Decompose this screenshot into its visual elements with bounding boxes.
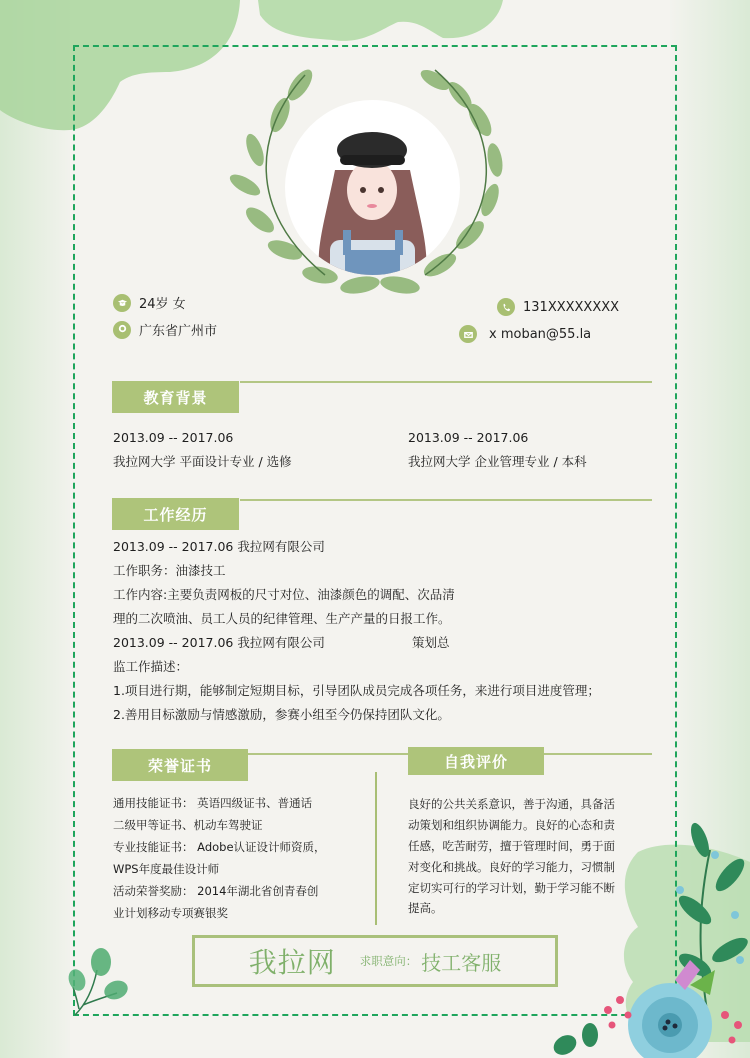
job-intent-value: 技工客服	[421, 950, 502, 975]
avatar-illustration	[285, 100, 460, 275]
email-text[interactable]: x moban@55.la	[489, 326, 592, 342]
age-gender-text: 24岁 女	[139, 297, 186, 312]
work-line-5: 2013.09 -- 2017.06 我拉网有限公司	[113, 635, 325, 650]
background-wash-left	[0, 0, 70, 1058]
work-line-8: 2.善用目标激励与情感激励，参赛小组至今仍保持团队文化。	[113, 707, 450, 722]
education-1-detail: 我拉网大学 平面设计专业 / 选修	[113, 454, 292, 469]
age-gender-row	[113, 293, 186, 312]
work-section-title: 工作经历	[112, 498, 239, 530]
honors-line-2: 二级甲等证书、机动车驾驶证	[113, 818, 263, 832]
honors-line-4: WPS年度最佳设计师	[113, 862, 220, 876]
work-line-4: 理的二次喷油、员工人员的纪律管理、生产产量的日报工作。	[113, 611, 451, 626]
work-line-3: 工作内容:主要负责网板的尺寸对位、油漆颜色的调配、次品清	[113, 587, 455, 602]
floral-bouquet-bottom-right	[520, 820, 750, 1058]
self-eval-line-4: 对变化和挑战。良好的学习能力，习惯制	[408, 860, 615, 874]
self-eval-line-3: 任感，吃苦耐劳，擅于管理时间，勇于面	[408, 839, 615, 853]
education-section-title: 教育背景	[112, 381, 239, 413]
location-row	[113, 320, 217, 339]
honors-line-6: 业计划移动专项赛银奖	[113, 906, 228, 920]
phone-row	[497, 298, 619, 316]
self-eval-line-1: 良好的公共关系意识，善于沟通，具备活	[408, 797, 615, 811]
location-text: 广东省广州市	[139, 324, 218, 339]
avatar	[285, 100, 460, 275]
envelope-icon	[459, 325, 477, 343]
honors-line-1: 通用技能证书： 英语四级证书、普通话	[113, 796, 313, 810]
leaf-sprig-bottom-left	[65, 945, 135, 1020]
job-intent-label: 求职意向：	[359, 954, 418, 968]
honors-divider	[248, 753, 408, 755]
work-line-6: 监工作描述：	[113, 659, 189, 674]
honors-line-3: 专业技能证书： Adobe认证设计师资质，	[113, 840, 326, 854]
work-line-2: 工作职务：油漆技工	[113, 563, 226, 578]
work-divider	[240, 499, 652, 501]
graduation-cap-icon	[113, 294, 131, 312]
watercolor-cloud-top-center	[258, 0, 508, 45]
education-1-period: 2013.09 -- 2017.06	[113, 430, 234, 445]
email-row	[459, 325, 591, 343]
location-pin-icon	[113, 321, 131, 339]
honors-section-title: 荣誉证书	[112, 749, 248, 781]
education-divider	[240, 381, 652, 383]
self-eval-line-2: 动策划和组织协调能力。良好的心态和责	[408, 818, 615, 832]
column-divider	[375, 772, 377, 925]
self-eval-line-5: 定切实可行的学习计划，勤于学习能不断	[408, 881, 615, 895]
education-2-period: 2013.09 -- 2017.06	[408, 430, 529, 445]
work-line-1: 2013.09 -- 2017.06 我拉网有限公司	[113, 539, 325, 554]
work-role-2: 策划总	[412, 635, 450, 650]
self-eval-divider	[544, 753, 652, 755]
job-intent-banner	[192, 935, 558, 987]
phone-icon	[497, 298, 515, 316]
self-eval-section-title: 自我评价	[408, 747, 544, 775]
brand-name: 我拉网	[248, 946, 336, 979]
education-2-detail: 我拉网大学 企业管理专业 / 本科	[408, 454, 587, 469]
work-line-7: 1.项目进行期，能够制定短期目标，引导团队成员完成各项任务，来进行项目进度管理；	[113, 683, 600, 698]
self-eval-line-6: 提高。	[408, 901, 443, 915]
honors-line-5: 活动荣誉奖励： 2014年湖北省创青春创	[113, 884, 319, 898]
phone-text[interactable]: 131XXXXXXXX	[523, 299, 620, 315]
